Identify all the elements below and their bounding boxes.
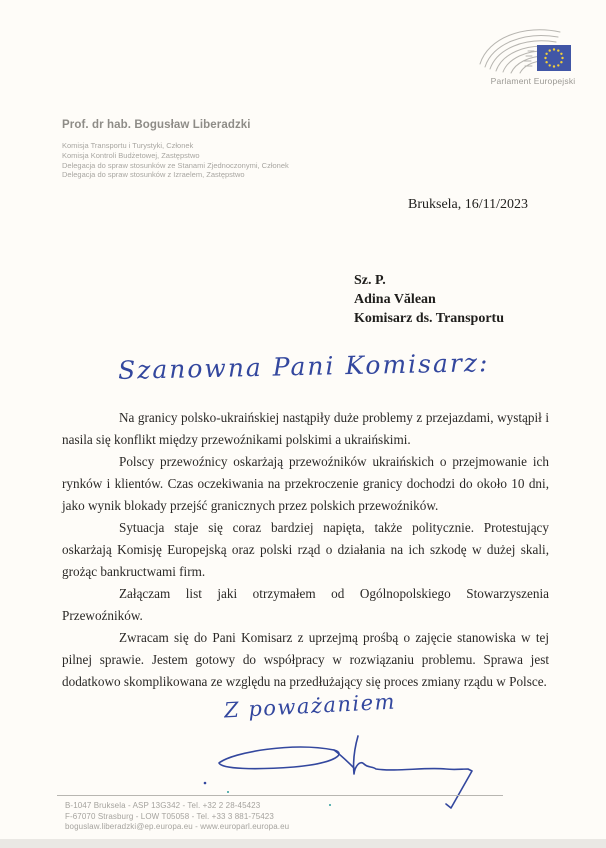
handwritten-salutation: Szanowna Pani Komisarz:	[117, 348, 490, 385]
ep-hemicycle-icon	[476, 22, 590, 74]
sender-role: Komisja Kontroli Budżetowej, Zastępstwo	[62, 150, 200, 160]
handwritten-closing: Z poważaniem	[223, 689, 397, 723]
footer-line-email-web: boguslaw.liberadzki@ep.europa.eu - www.europarl.europa.eu	[65, 822, 290, 831]
paragraph: Zwracam się do Pani Komisarz z uprzejmą prośbą o zajęcie stanowiska w tej pilnej sprawie. Jestem gotowy do współpracy w rozwiązaniu problemu. Sprawa jest dodatkowo skomplikowana ze względu na przedłużający się proces zmiany rządu w Polsce.	[62, 630, 549, 689]
footer-line-brussels: B-1047 Bruksela - ASP 13G342 - Tel. +32 2 28-45423	[65, 801, 261, 810]
sender-roles	[62, 141, 289, 180]
sender-role: Delegacja do spraw stosunków z Izraelem, Zastępstwo	[62, 170, 245, 180]
recipient-title: Komisarz ds. Transportu	[354, 311, 504, 326]
sender-role: Delegacja do spraw stosunków ze Stanami Zjednoczonymi, Członek	[62, 160, 289, 170]
paragraph: Polscy przewoźnicy oskarżają przewoźników ukraińskich o przejmowanie ich rynków i klientów. Czas oczekiwania na przekroczenie granicy dochodzi do około 10 dni, jako wynik blokady przejść granicznych przez polskich przewoźników.	[62, 454, 549, 513]
footer-contact	[65, 801, 289, 833]
paragraph: Załączam list jaki otrzymałem od Ogólnopolskiego Stowarzyszenia Przewoźników.	[62, 586, 549, 623]
footer-divider	[57, 795, 503, 796]
footer-line-strasbourg: F-67070 Strasburg - LOW T05058 - Tel. +33 3 881-75423	[65, 811, 274, 821]
sender-name: Prof. dr hab. Bogusław Liberadzki	[62, 119, 251, 131]
ep-logo	[476, 22, 590, 86]
paragraph: Na granicy polsko-ukraińskiej nastąpiły duże problemy z przejazdami, wystąpił i nasila się konflikt między przewoźnikami polskimi a ukraińskimi.	[62, 410, 549, 447]
sender-role: Komisja Transportu i Turystyki, Członek	[62, 141, 194, 150]
eu-flag-icon	[537, 45, 571, 71]
letter-body	[62, 407, 549, 693]
dateline: Bruksela, 16/11/2023	[408, 197, 529, 212]
recipient-block	[354, 271, 504, 328]
recipient-name: Adina Vălean	[354, 292, 436, 307]
logo-caption: Parlament Europejski	[490, 76, 576, 86]
paragraph: Sytuacja staje się coraz bardziej napięta, także politycznie. Protestujący oskarżają Komisję Europejską oraz polski rząd o działania na ich szkodę w dużej skali, grożąc bankructwami firm.	[62, 520, 549, 579]
scan-edge	[0, 839, 606, 848]
recipient-prefix: Sz. P.	[354, 273, 386, 288]
